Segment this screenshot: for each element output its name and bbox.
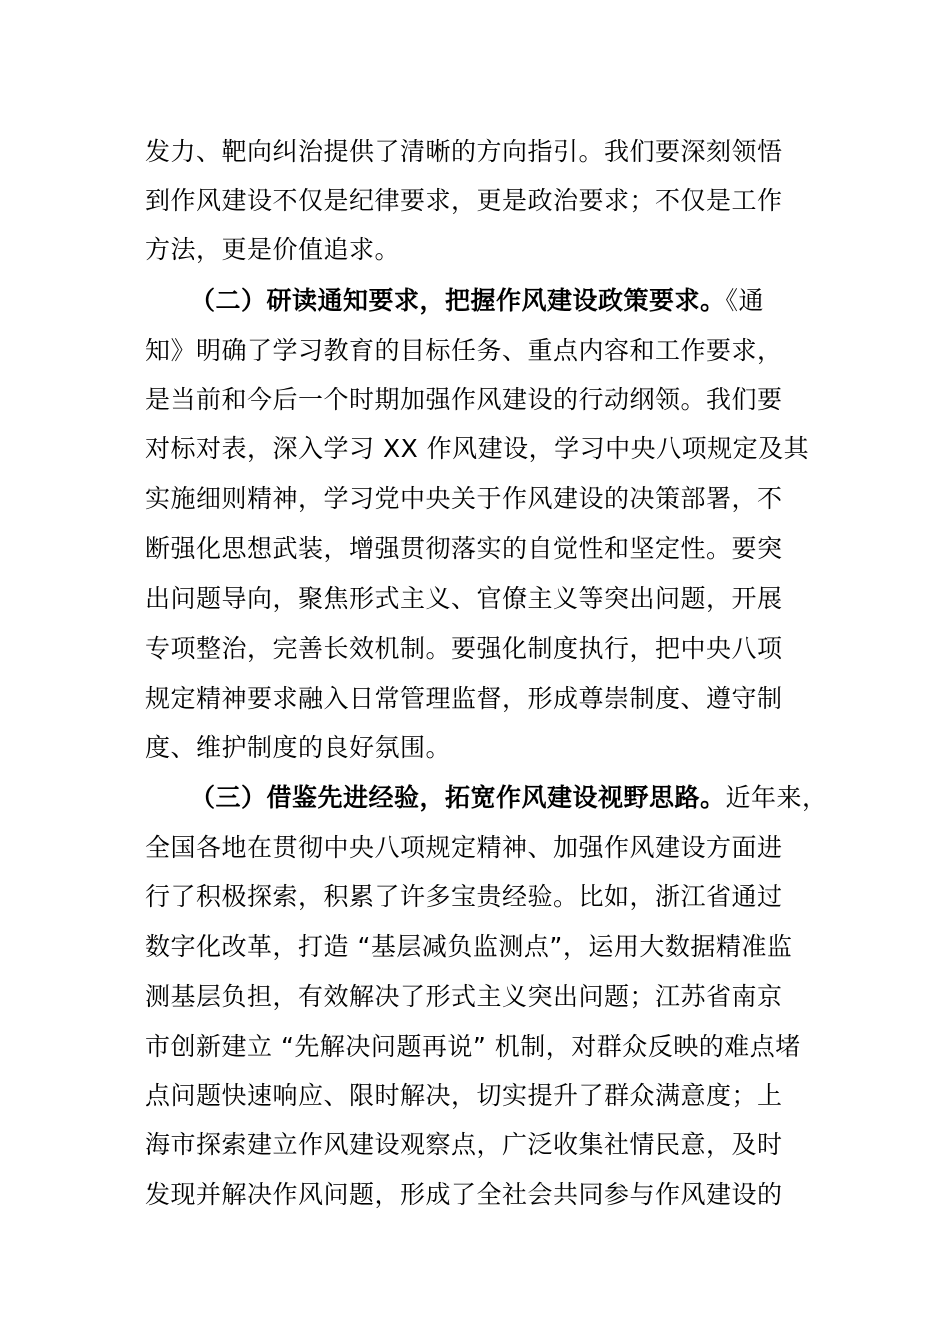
body-text: 全国各地在贯彻中央八项规定精神、加强作风建设方面进	[145, 833, 783, 862]
body-line	[145, 127, 783, 177]
section-heading: （二）研读通知要求，把握作风建设政策要求。	[190, 286, 726, 315]
body-line	[145, 624, 783, 674]
body-text: 方法，更是价值追求。	[145, 235, 401, 264]
body-line	[145, 474, 783, 524]
body-text: 点问题快速响应、限时解决，切实提升了群众满意度；上	[145, 1081, 783, 1110]
body-text: 测基层负担，有效解决了形式主义突出问题；江苏省南京	[145, 982, 783, 1011]
section-heading-line	[190, 773, 828, 823]
body-text: 行了积极探索，积累了许多宝贵经验。比如，浙江省通过	[145, 882, 783, 911]
body-text: 近年来，	[725, 783, 828, 812]
body-line	[145, 375, 783, 425]
body-line	[145, 1120, 783, 1170]
body-line	[145, 225, 400, 275]
body-line	[145, 674, 783, 724]
body-text: 发现并解决作风问题，形成了全社会共同参与作风建设的	[145, 1180, 783, 1209]
body-text: 规定精神要求融入日常管理监督，形成尊崇制度、遵守制	[145, 684, 783, 713]
body-line	[145, 922, 792, 972]
body-line	[145, 972, 783, 1022]
body-line	[145, 424, 809, 474]
section-heading-line	[190, 276, 764, 326]
body-line	[145, 326, 783, 376]
body-line	[145, 1022, 801, 1072]
body-text: 出问题导向，聚焦形式主义、官僚主义等突出问题，开展	[145, 584, 783, 613]
body-text: 对标对表，深入学习 XX 作风建设，学习中央八项规定及其	[145, 434, 810, 463]
body-line	[145, 1071, 783, 1121]
body-text: 知》明确了学习教育的目标任务、重点内容和工作要求，	[145, 336, 783, 365]
body-text: 断强化思想武装，增强贯彻落实的自觉性和坚定性。要突	[145, 534, 783, 563]
body-text: 《通	[725, 286, 765, 315]
body-text: 是当前和今后一个时期加强作风建设的行动纲领。我们要	[145, 385, 783, 414]
body-text: 实施细则精神，学习党中央关于作风建设的决策部署，不	[145, 484, 783, 513]
body-text: 发力、靶向纠治提供了清晰的方向指引。我们要深刻领悟	[145, 137, 783, 166]
body-line	[145, 823, 783, 873]
body-text: 专项整治，完善长效机制。要强化制度执行，把中央八项	[145, 634, 783, 663]
body-text: 度、维护制度的良好氛围。	[145, 733, 452, 762]
body-text: 市创新建立 “先解决问题再说” 机制，对群众反映的难点堵	[145, 1032, 801, 1061]
body-line	[145, 723, 451, 773]
body-line	[145, 176, 783, 226]
body-line	[145, 872, 783, 922]
body-line	[145, 524, 783, 574]
body-text: 数字化改革，打造 “基层减负监测点”，运用大数据精准监	[145, 932, 793, 961]
body-line	[145, 1170, 783, 1220]
body-line	[145, 574, 783, 624]
body-text: 海市探索建立作风建设观察点，广泛收集社情民意，及时	[145, 1130, 783, 1159]
body-text: 到作风建设不仅是纪律要求，更是政治要求；不仅是工作	[145, 186, 783, 215]
section-heading: （三）借鉴先进经验，拓宽作风建设视野思路。	[190, 783, 726, 812]
